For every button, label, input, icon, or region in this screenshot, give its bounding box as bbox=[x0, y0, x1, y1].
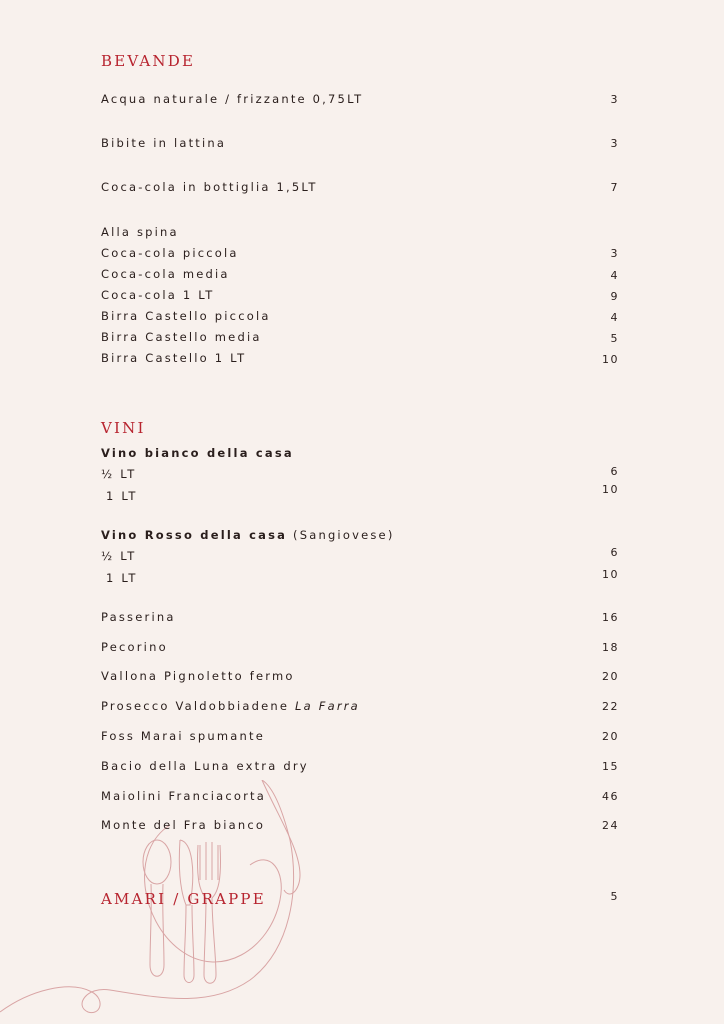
menu-item-price: 20 bbox=[602, 730, 619, 743]
menu-item-name: Birra Castello 1 LT bbox=[101, 351, 247, 365]
wine-size: ½ LT bbox=[101, 549, 137, 563]
menu-item-name: Monte del Fra bianco bbox=[101, 818, 266, 832]
menu-item-price: 20 bbox=[602, 670, 619, 683]
menu-item-name: Bibite in lattina bbox=[101, 136, 227, 150]
menu-item-name: Maiolini Franciacorta bbox=[101, 789, 266, 803]
wine-house-white-title: Vino bianco della casa bbox=[101, 446, 294, 460]
menu-item-name: Birra Castello media bbox=[101, 330, 262, 344]
menu-item-price: 3 bbox=[610, 137, 619, 150]
menu-item-price: 3 bbox=[610, 93, 619, 106]
menu-item-price: 15 bbox=[602, 760, 619, 773]
menu-item-name: Coca-cola media bbox=[101, 267, 230, 281]
section-heading-vini: VINI bbox=[101, 419, 146, 437]
wine-size: 1 LT bbox=[106, 571, 138, 585]
menu-item-name-main: Prosecco Valdobbiadene bbox=[101, 699, 290, 713]
menu-item-name: Passerina bbox=[101, 610, 176, 624]
wine-size-price: 6 bbox=[610, 546, 619, 559]
menu-item-price: 4 bbox=[610, 269, 619, 282]
menu-item-name: Coca-cola 1 LT bbox=[101, 288, 215, 302]
menu-item-price: 7 bbox=[610, 181, 619, 194]
amari-price: 5 bbox=[610, 890, 619, 903]
menu-item-price: 10 bbox=[602, 353, 619, 366]
menu-item-name: Acqua naturale / frizzante 0,75LT bbox=[101, 92, 364, 106]
menu-item-price: 4 bbox=[610, 311, 619, 324]
wine-house-red-note: (Sangiovese) bbox=[293, 528, 395, 542]
wine-size: ½ LT bbox=[101, 467, 137, 481]
menu-item-name: Coca-cola in bottiglia 1,5LT bbox=[101, 180, 318, 194]
menu-item-name bbox=[101, 699, 360, 713]
menu-item-price: 22 bbox=[602, 700, 619, 713]
section-heading-amari: AMARI / GRAPPE bbox=[101, 890, 266, 908]
wine-size: 1 LT bbox=[106, 489, 138, 503]
menu-item-price: 5 bbox=[610, 332, 619, 345]
wine-house-red-name: Vino Rosso della casa bbox=[101, 528, 288, 542]
wine-size-price: 10 bbox=[602, 568, 619, 581]
wine-size-price: 6 bbox=[610, 465, 619, 478]
section-heading-bevande: BEVANDE bbox=[101, 52, 196, 70]
menu-item-price: 3 bbox=[610, 247, 619, 260]
menu-item-price: 24 bbox=[602, 819, 619, 832]
wine-house-red-title bbox=[101, 528, 395, 542]
menu-item-price: 16 bbox=[602, 611, 619, 624]
menu-item-name: Pecorino bbox=[101, 640, 168, 654]
subsection-title-spina: Alla spina bbox=[101, 225, 179, 239]
menu-item-name: Foss Marai spumante bbox=[101, 729, 265, 743]
menu-item-name: Bacio della Luna extra dry bbox=[101, 759, 309, 773]
menu-item-name-italic: La Farra bbox=[295, 699, 360, 713]
menu-item-name: Birra Castello piccola bbox=[101, 309, 271, 323]
menu-item-name: Coca-cola piccola bbox=[101, 246, 239, 260]
menu-item-price: 46 bbox=[602, 790, 619, 803]
menu-item-price: 9 bbox=[610, 290, 619, 303]
wine-size-price: 10 bbox=[602, 483, 619, 496]
menu-item-price: 18 bbox=[602, 641, 619, 654]
menu-item-name: Vallona Pignoletto fermo bbox=[101, 669, 295, 683]
